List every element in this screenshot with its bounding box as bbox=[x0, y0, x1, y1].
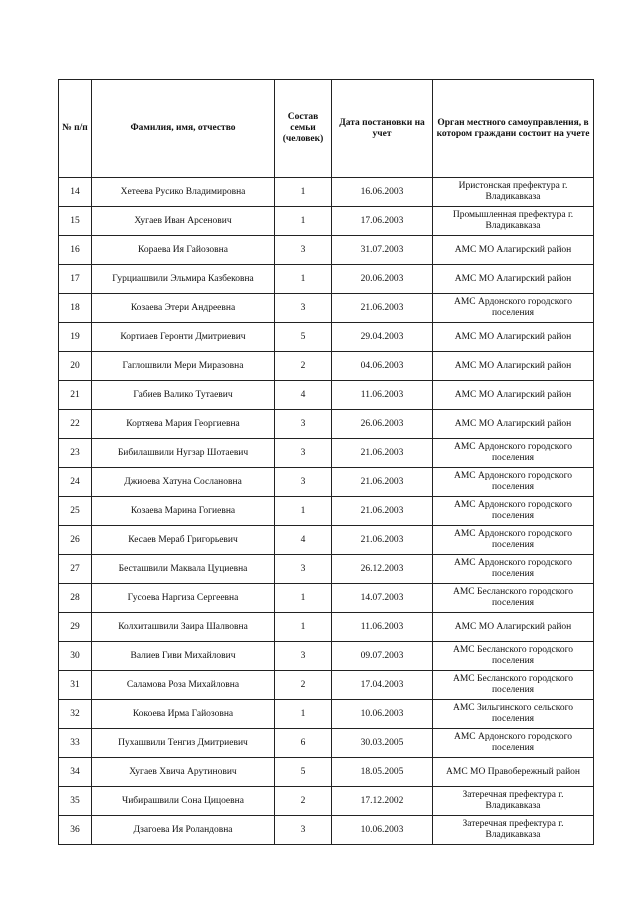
cell-org: Промышленная префектура г. Владикавказа bbox=[433, 207, 594, 236]
table-row bbox=[59, 497, 594, 526]
cell-family: 3 bbox=[275, 294, 332, 323]
cell-num: 14 bbox=[59, 178, 92, 207]
cell-num: 35 bbox=[59, 787, 92, 816]
table-header-row bbox=[59, 80, 594, 178]
table-row bbox=[59, 381, 594, 410]
cell-date: 18.05.2005 bbox=[332, 758, 433, 787]
cell-org: АМС Ардонского городского поселения bbox=[433, 497, 594, 526]
cell-name: Габиев Валико Тутаевич bbox=[92, 381, 275, 410]
cell-name: Кораева Ия Гайозовна bbox=[92, 236, 275, 265]
cell-family: 3 bbox=[275, 236, 332, 265]
cell-org: АМС МО Алагирский район bbox=[433, 323, 594, 352]
cell-family: 5 bbox=[275, 323, 332, 352]
cell-num: 31 bbox=[59, 671, 92, 700]
cell-name: Кокоева Ирма Гайозовна bbox=[92, 700, 275, 729]
cell-date: 26.06.2003 bbox=[332, 410, 433, 439]
cell-num: 20 bbox=[59, 352, 92, 381]
cell-name: Пухашвили Тенгиз Дмитриевич bbox=[92, 729, 275, 758]
cell-num: 29 bbox=[59, 613, 92, 642]
cell-num: 27 bbox=[59, 555, 92, 584]
table-row bbox=[59, 642, 594, 671]
cell-name: Джиоева Хатуна Сослановна bbox=[92, 468, 275, 497]
cell-name: Гурциашвили Эльмира Казбековна bbox=[92, 265, 275, 294]
cell-org: АМС Ардонского городского поселения bbox=[433, 555, 594, 584]
cell-family: 1 bbox=[275, 613, 332, 642]
cell-date: 26.12.2003 bbox=[332, 555, 433, 584]
cell-name: Чибирашвили Сона Цицоевна bbox=[92, 787, 275, 816]
cell-num: 36 bbox=[59, 816, 92, 845]
table-row bbox=[59, 352, 594, 381]
table-row bbox=[59, 729, 594, 758]
cell-num: 24 bbox=[59, 468, 92, 497]
cell-date: 10.06.2003 bbox=[332, 700, 433, 729]
cell-family: 1 bbox=[275, 207, 332, 236]
registry-table bbox=[58, 79, 594, 845]
cell-name: Колхиташвили Заира Шалвовна bbox=[92, 613, 275, 642]
table-row bbox=[59, 584, 594, 613]
cell-name: Гаглошвили Мери Миразовна bbox=[92, 352, 275, 381]
cell-date: 14.07.2003 bbox=[332, 584, 433, 613]
cell-family: 2 bbox=[275, 671, 332, 700]
cell-org: АМС Ардонского городского поселения bbox=[433, 439, 594, 468]
cell-name: Саламова Роза Михайловна bbox=[92, 671, 275, 700]
cell-family: 3 bbox=[275, 468, 332, 497]
cell-name: Кортяева Мария Георгиевна bbox=[92, 410, 275, 439]
cell-num: 26 bbox=[59, 526, 92, 555]
cell-family: 1 bbox=[275, 584, 332, 613]
table-row bbox=[59, 265, 594, 294]
header-family: Состав семьи (человек) bbox=[275, 80, 332, 178]
cell-family: 3 bbox=[275, 439, 332, 468]
cell-org: АМС Зильгинского сельского поселения bbox=[433, 700, 594, 729]
cell-name: Кортиаев Геронти Дмитриевич bbox=[92, 323, 275, 352]
table-row bbox=[59, 787, 594, 816]
table-row bbox=[59, 468, 594, 497]
cell-num: 32 bbox=[59, 700, 92, 729]
cell-date: 04.06.2003 bbox=[332, 352, 433, 381]
cell-family: 1 bbox=[275, 265, 332, 294]
cell-date: 20.06.2003 bbox=[332, 265, 433, 294]
cell-num: 17 bbox=[59, 265, 92, 294]
cell-name: Бесташвили Маквала Цуциевна bbox=[92, 555, 275, 584]
cell-org: АМС Ардонского городского поселения bbox=[433, 729, 594, 758]
cell-family: 1 bbox=[275, 497, 332, 526]
cell-name: Гусоева Наргиза Сергеевна bbox=[92, 584, 275, 613]
table-row bbox=[59, 236, 594, 265]
table-row bbox=[59, 700, 594, 729]
cell-num: 25 bbox=[59, 497, 92, 526]
cell-org: АМС Бесланского городского поселения bbox=[433, 642, 594, 671]
cell-org: АМС МО Правобережный район bbox=[433, 758, 594, 787]
cell-org: АМС Бесланского городского поселения bbox=[433, 584, 594, 613]
table-body bbox=[59, 178, 594, 845]
cell-date: 21.06.2003 bbox=[332, 526, 433, 555]
header-name: Фамилия, имя, отчество bbox=[92, 80, 275, 178]
cell-org: АМС МО Алагирский район bbox=[433, 613, 594, 642]
table-row bbox=[59, 439, 594, 468]
cell-org: Затеречная префектура г. Владикавказа bbox=[433, 787, 594, 816]
cell-family: 3 bbox=[275, 555, 332, 584]
cell-num: 19 bbox=[59, 323, 92, 352]
cell-family: 1 bbox=[275, 700, 332, 729]
cell-org: Иристонская префектура г. Владикавказа bbox=[433, 178, 594, 207]
cell-family: 2 bbox=[275, 787, 332, 816]
header-date: Дата постановки на учет bbox=[332, 80, 433, 178]
table-row bbox=[59, 323, 594, 352]
cell-date: 16.06.2003 bbox=[332, 178, 433, 207]
cell-date: 21.06.2003 bbox=[332, 439, 433, 468]
cell-family: 1 bbox=[275, 178, 332, 207]
cell-family: 3 bbox=[275, 816, 332, 845]
table-row bbox=[59, 758, 594, 787]
table-row bbox=[59, 207, 594, 236]
table-row bbox=[59, 816, 594, 845]
cell-num: 28 bbox=[59, 584, 92, 613]
cell-family: 2 bbox=[275, 352, 332, 381]
table-row bbox=[59, 410, 594, 439]
table-row bbox=[59, 526, 594, 555]
cell-name: Козаева Этери Андреевна bbox=[92, 294, 275, 323]
cell-num: 18 bbox=[59, 294, 92, 323]
cell-date: 21.06.2003 bbox=[332, 468, 433, 497]
cell-family: 3 bbox=[275, 642, 332, 671]
cell-num: 23 bbox=[59, 439, 92, 468]
cell-org: АМС Бесланского городского поселения bbox=[433, 671, 594, 700]
cell-org: АМС Ардонского городского поселения bbox=[433, 294, 594, 323]
cell-date: 17.04.2003 bbox=[332, 671, 433, 700]
cell-org: Затеречная префектура г. Владикавказа bbox=[433, 816, 594, 845]
cell-org: АМС Ардонского городского поселения bbox=[433, 526, 594, 555]
cell-date: 29.04.2003 bbox=[332, 323, 433, 352]
cell-num: 21 bbox=[59, 381, 92, 410]
cell-family: 6 bbox=[275, 729, 332, 758]
cell-date: 10.06.2003 bbox=[332, 816, 433, 845]
cell-org: АМС МО Алагирский район bbox=[433, 410, 594, 439]
cell-num: 16 bbox=[59, 236, 92, 265]
table-row bbox=[59, 294, 594, 323]
cell-date: 17.12.2002 bbox=[332, 787, 433, 816]
cell-date: 11.06.2003 bbox=[332, 613, 433, 642]
cell-org: АМС МО Алагирский район bbox=[433, 265, 594, 294]
cell-num: 34 bbox=[59, 758, 92, 787]
cell-num: 22 bbox=[59, 410, 92, 439]
cell-num: 33 bbox=[59, 729, 92, 758]
cell-name: Хугаев Иван Арсенович bbox=[92, 207, 275, 236]
table-row bbox=[59, 555, 594, 584]
table-row bbox=[59, 613, 594, 642]
cell-date: 31.07.2003 bbox=[332, 236, 433, 265]
cell-date: 09.07.2003 bbox=[332, 642, 433, 671]
header-num: № п/п bbox=[59, 80, 92, 178]
header-org: Орган местного самоуправления, в котором граждани состоит на учете bbox=[433, 80, 594, 178]
cell-family: 3 bbox=[275, 410, 332, 439]
cell-name: Козаева Марина Гогиевна bbox=[92, 497, 275, 526]
cell-date: 17.06.2003 bbox=[332, 207, 433, 236]
cell-org: АМС МО Алагирский район bbox=[433, 236, 594, 265]
cell-org: АМС Ардонского городского поселения bbox=[433, 468, 594, 497]
cell-family: 4 bbox=[275, 381, 332, 410]
cell-name: Бибилашвили Нугзар Шотаевич bbox=[92, 439, 275, 468]
cell-date: 21.06.2003 bbox=[332, 497, 433, 526]
table-row bbox=[59, 671, 594, 700]
cell-name: Кесаев Мераб Григорьевич bbox=[92, 526, 275, 555]
cell-date: 21.06.2003 bbox=[332, 294, 433, 323]
table-row bbox=[59, 178, 594, 207]
cell-name: Дзагоева Ия Роландовна bbox=[92, 816, 275, 845]
cell-org: АМС МО Алагирский район bbox=[433, 381, 594, 410]
cell-org: АМС МО Алагирский район bbox=[433, 352, 594, 381]
cell-name: Валиев Гиви Михайлович bbox=[92, 642, 275, 671]
cell-family: 4 bbox=[275, 526, 332, 555]
cell-num: 30 bbox=[59, 642, 92, 671]
cell-name: Хугаев Хвича Арутинович bbox=[92, 758, 275, 787]
cell-family: 5 bbox=[275, 758, 332, 787]
cell-name: Хетеева Русико Владимировна bbox=[92, 178, 275, 207]
cell-date: 11.06.2003 bbox=[332, 381, 433, 410]
cell-num: 15 bbox=[59, 207, 92, 236]
cell-date: 30.03.2005 bbox=[332, 729, 433, 758]
